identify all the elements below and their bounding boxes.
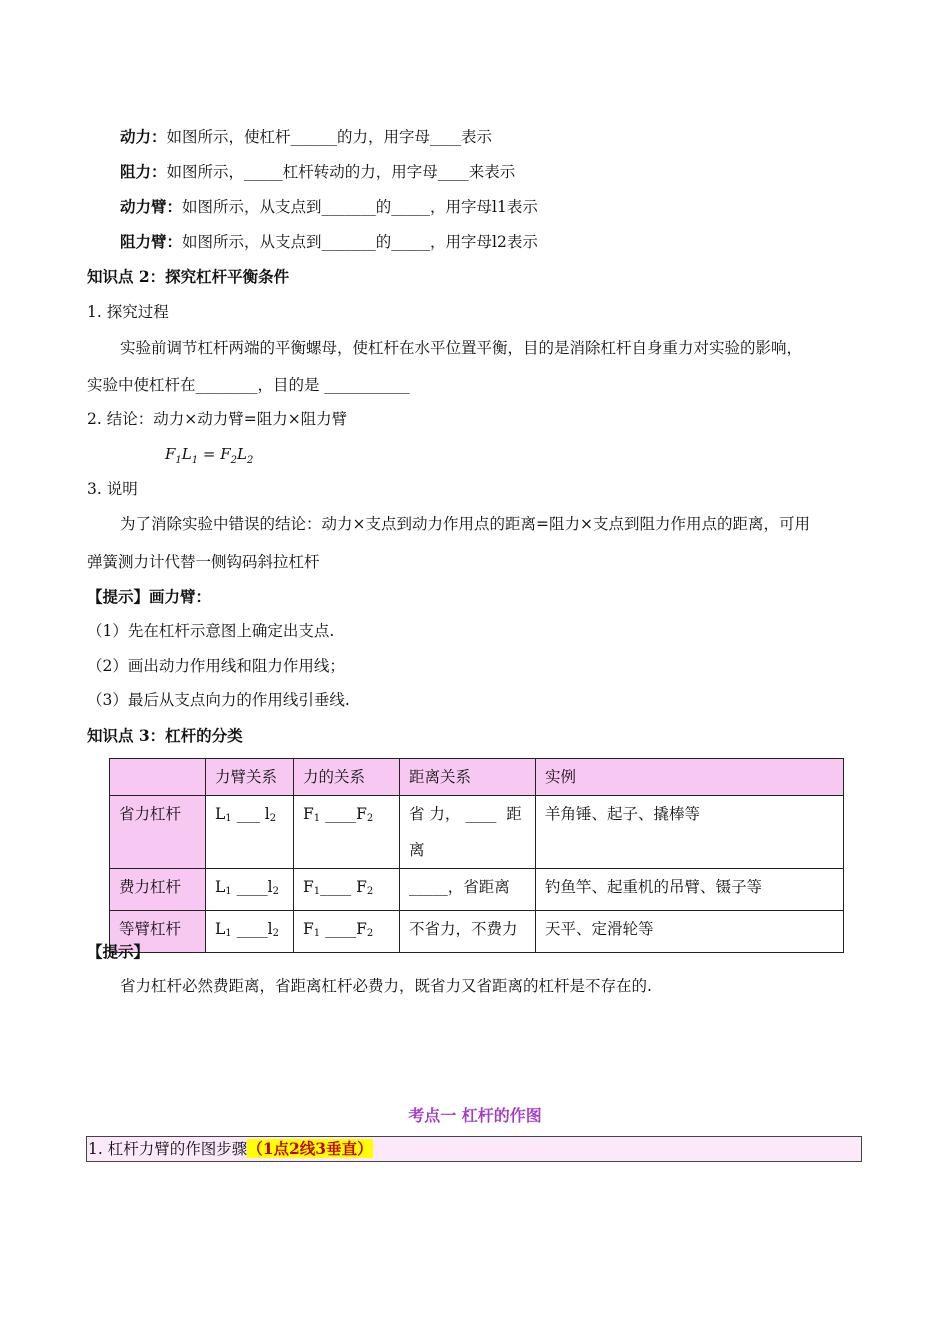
- resistance-arm-label: 阻力臂：: [120, 232, 183, 251]
- example: 羊角锤、起子、撬棒等: [536, 796, 844, 869]
- steps-box: [86, 1136, 862, 1162]
- resistance-label: 阻力：: [120, 162, 167, 181]
- arm-relation: $L_1$ $\_\_\_\_l_2$: [206, 911, 294, 953]
- example: 钓鱼竿、起重机的吊臂、镊子等: [536, 869, 844, 911]
- table-header-cell: [110, 759, 206, 796]
- table-header-cell: 距离关系: [400, 759, 536, 796]
- effort-text: 如图所示，使杠杆______的力，用字母____表示: [166, 128, 493, 146]
- resistance-definition: [120, 162, 515, 182]
- tip2-text: 省力杠杆必然费距离，省距离杠杆必费力，既省力又省距离的杠杆是不存在的.: [120, 977, 652, 995]
- resistance-text: 如图所示，_____杠杆转动的力，用字母____来表示: [166, 163, 516, 181]
- row-name: 等臂杠杆: [110, 911, 206, 953]
- kp3-heading: 知识点 3：杠杆的分类: [87, 726, 243, 745]
- kp2-para3-line2: 弹簧测力计代替一侧钩码斜拉杠杆: [87, 553, 320, 571]
- table-row: [110, 796, 844, 869]
- tip1-item3: （3）最后从支点向力的作用线引垂线.: [87, 691, 350, 709]
- table-header-cell: 力的关系: [294, 759, 400, 796]
- kp2-step1: 1. 探究过程: [87, 303, 169, 321]
- kp2-step3: 3. 说明: [87, 480, 138, 498]
- kp2-para1-line1: 实验前调节杠杆两端的平衡螺母，使杠杆在水平位置平衡，目的是消除杠杆自身重力对实验的影响，: [120, 339, 803, 357]
- effort-label: 动力：: [120, 127, 167, 146]
- distance-relation: 省 力， ____ 距 离: [400, 796, 536, 869]
- effort-definition: [120, 127, 492, 147]
- steps-prefix: 1. 杠杆力臂的作图步骤: [88, 1140, 248, 1158]
- tip1-item2: （2）画出动力作用线和阻力作用线；: [87, 657, 345, 675]
- effort-arm-label: 动力臂：: [120, 197, 183, 216]
- tip2-heading: 【提示】: [87, 942, 150, 961]
- arm-relation: $L_1$ ___ $l_2$: [206, 796, 294, 869]
- arm-relation: $L_1$ $\_\_\_\_l_2$: [206, 869, 294, 911]
- row-name: 省力杠杆: [110, 796, 206, 869]
- table-header-cell: 力臂关系: [206, 759, 294, 796]
- distance-relation: 不省力，不费力: [400, 911, 536, 953]
- resistance-arm-definition: [120, 232, 538, 252]
- kp2-step2: 2. 结论：动力×动力臂=阻力×阻力臂: [87, 410, 348, 428]
- tip1-heading: 【提示】画力臂：: [87, 587, 212, 606]
- row-name: 费力杠杆: [110, 869, 206, 911]
- force-relation: $F_1\_\_\_\_$ $F_2$: [294, 869, 400, 911]
- table-row: [110, 869, 844, 911]
- table-row: [110, 911, 844, 953]
- tip1-item1: （1）先在杠杆示意图上确定出支点.: [87, 622, 335, 640]
- force-relation: $F_1$ $\_\_\_\_F_2$: [294, 911, 400, 953]
- force-relation: $F_1$ $\_\_\_\_F_2$: [294, 796, 400, 869]
- example: 天平、定滑轮等: [536, 911, 844, 953]
- distance-relation: _____，省距离: [400, 869, 536, 911]
- effort-arm-definition: [120, 197, 538, 217]
- table-header-cell: 实例: [536, 759, 844, 796]
- kp2-heading: 知识点 2：探究杠杆平衡条件: [87, 267, 290, 286]
- balance-formula: $F_1L_1 = F_2L_2$: [165, 445, 254, 466]
- table-header-row: [110, 759, 844, 796]
- steps-highlight: （1点2线3垂直）: [247, 1139, 373, 1158]
- lever-classification-table: [109, 758, 844, 953]
- kp2-para1-line2: 实验中使杠杆在________，目的是 ___________: [87, 376, 410, 394]
- kp2-para3-line1: 为了消除实验中错误的结论：动力×支点到动力作用点的距离=阻力×支点到阻力作用点的距离，可用: [120, 515, 810, 533]
- resistance-arm-text: 如图所示，从支点到_______的_____，用字母l2表示: [182, 233, 538, 251]
- section-title: 考点一 杠杆的作图: [408, 1106, 542, 1125]
- effort-arm-text: 如图所示，从支点到_______的_____，用字母l1表示: [182, 198, 538, 216]
